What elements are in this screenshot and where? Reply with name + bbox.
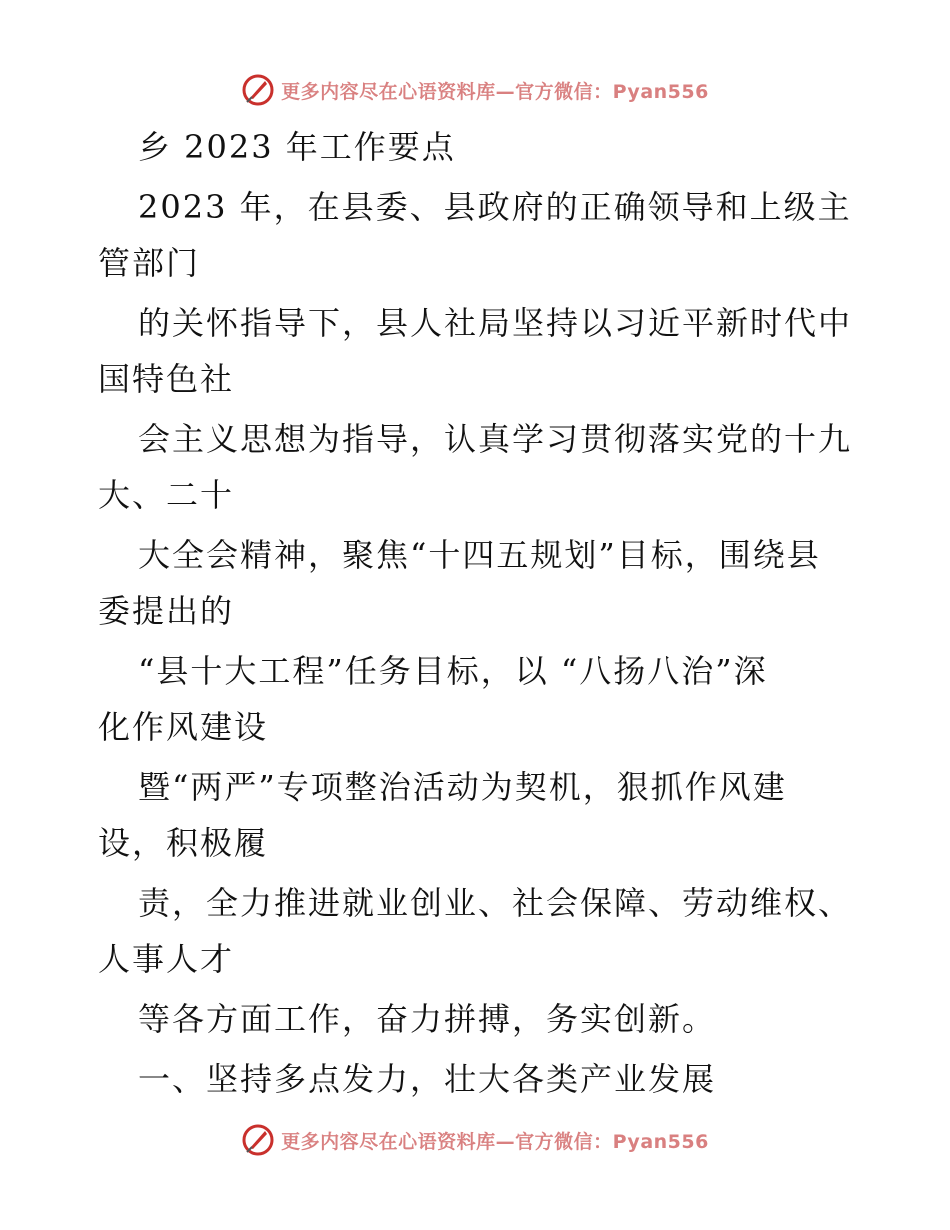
paragraph-line: 设，积极履 [98,824,269,862]
paragraph-line: 大全会精神，聚焦“十四五规划”目标，围绕县 [138,536,821,574]
paragraph-line: 大、二十 [98,476,235,514]
paragraph-line: 责，全力推进就业创业、社会保障、劳动维权、 [138,884,853,922]
watermark-text: 更多内容尽在心语资料库—官方微信：Pyan556 [281,80,709,103]
paragraph-line: “县十大工程”任务目标，以 “八扬八治”深 [138,652,768,690]
paragraph-line: 等各方面工作，奋力拼搏，务实创新。 [138,1000,717,1038]
section-heading: 一、坚持多点发力，壮大各类产业发展 [138,1060,717,1098]
watermark-banner-bottom [0,1120,950,1160]
watermark-text: 更多内容尽在心语资料库—官方微信：Pyan556 [281,1130,709,1153]
paragraph-line: 国特色社 [98,360,235,398]
paragraph-line: 委提出的 [98,592,235,630]
watermark-banner-top [0,70,950,110]
paragraph-line: 2023 年，在县委、县政府的正确领导和上级主 [138,188,852,226]
paragraph-line: 管部门 [98,244,201,282]
quill-logo-icon [241,1123,275,1157]
document-title: 乡 2023 年工作要点 [138,128,456,166]
paragraph-line: 人事人才 [98,940,235,978]
paragraph-line: 化作风建设 [98,708,269,746]
quill-logo-icon [241,73,275,107]
paragraph-line: 会主义思想为指导，认真学习贯彻落实党的十九 [138,420,853,458]
paragraph-line: 的关怀指导下，县人社局坚持以习近平新时代中 [138,304,853,342]
paragraph-line: 暨“两严”专项整治活动为契机，狠抓作风建 [138,768,787,806]
